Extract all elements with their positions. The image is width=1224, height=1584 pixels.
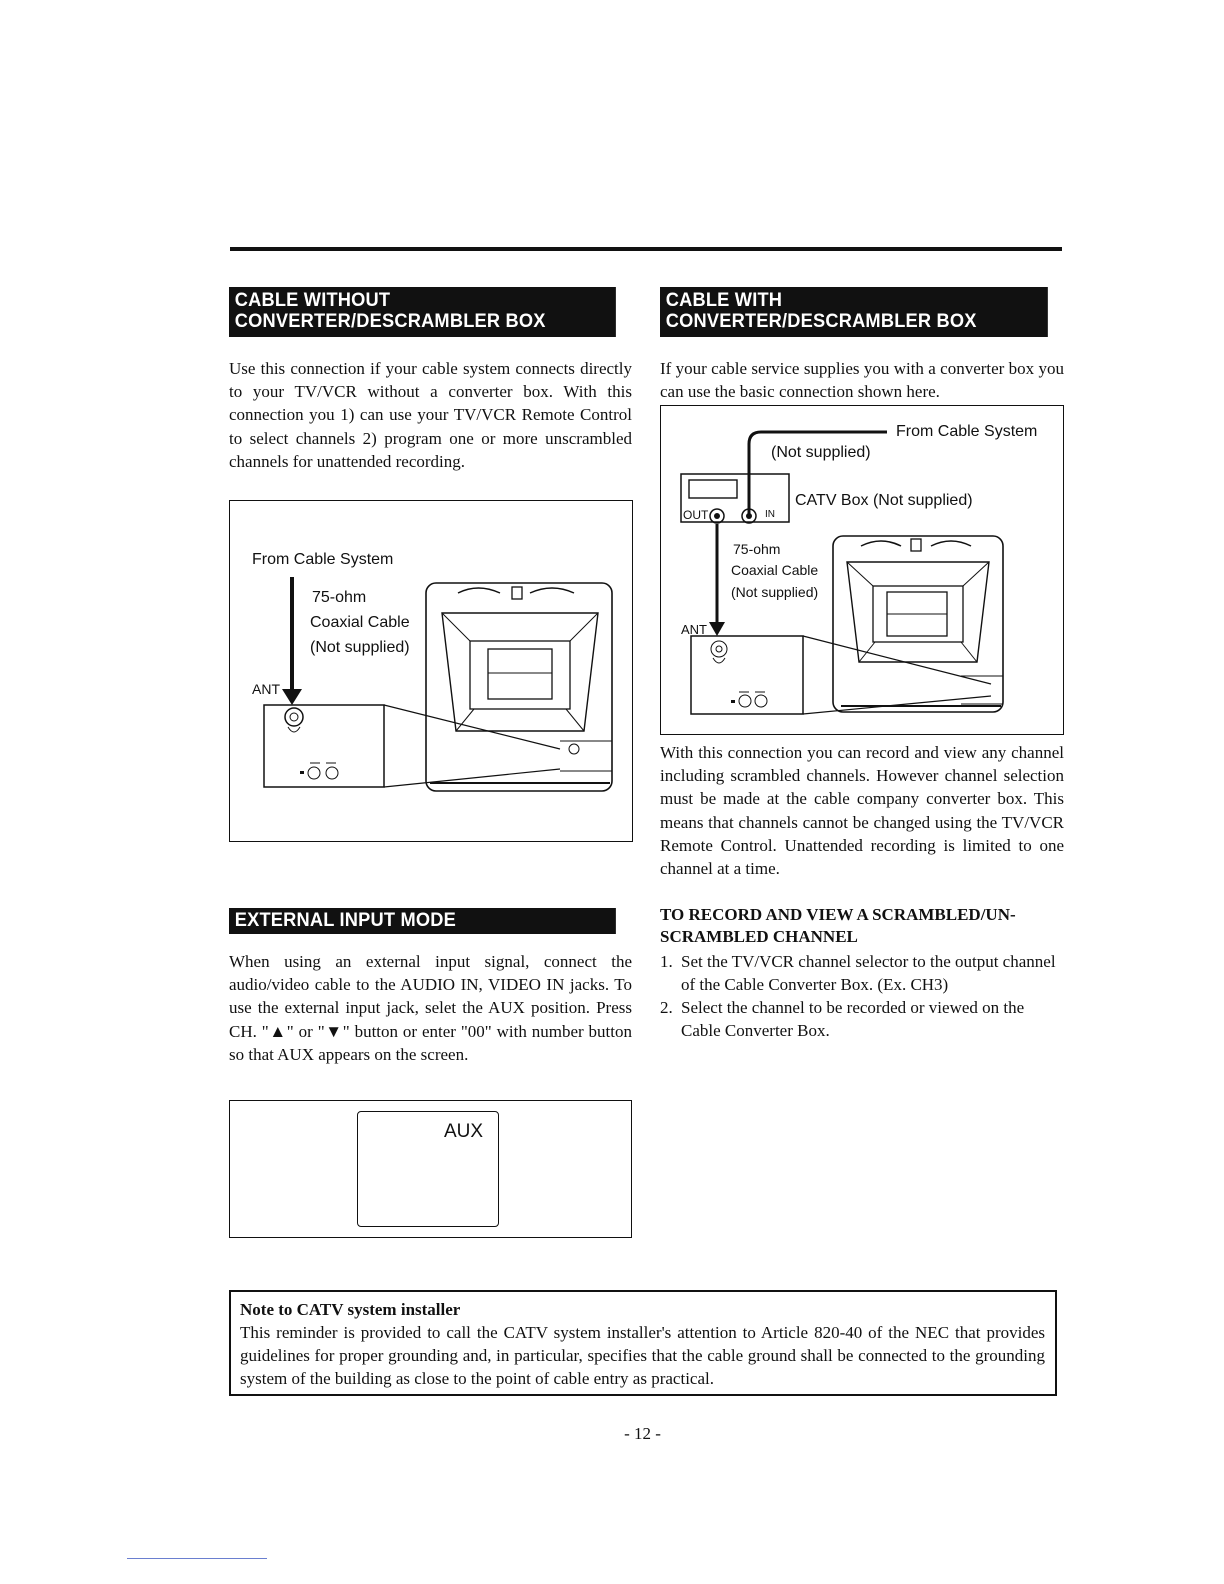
step-number: 2. [660,998,673,1018]
heading-line-2: SCRAMBLED CHANNEL [660,927,858,947]
section-banner-cable-without [229,287,616,337]
banner-line-1: CABLE WITHOUT [234,290,391,311]
cable-with-body: With this connection you can record and view any channel including scrambled channels. However channel selection must be made at the cable company converter box. This means that channels cannot be changed using the TV/VCR Remote Control. Unattended recording is limited to one channel at a time. [660,743,1064,879]
note-title: Note to CATV system installer [240,1300,461,1319]
label-coaxial-cable: Coaxial Cable [310,614,410,631]
step-number: 1. [660,952,673,972]
section-banner-cable-with [660,287,1048,337]
banner-line-2: CONVERTER/DESCRAMBLER BOX [234,311,546,332]
label-catv-box: CATV Box (Not supplied) [795,492,973,509]
external-input-text: When using an external input signal, connect the audio/video cable to the AUDIO IN, VIDEO IN jacks. To use the external input jack, selet the AUX position. Press CH. "▲" or "▼" button or enter "00" with number button so that AUX appears on the screen. [229,952,632,1064]
figure-cable-without-converter [229,500,633,842]
right-body-section [660,741,1064,1042]
cable-without-intro: Use this connection if your cable system connects directly to your TV/VCR without a converter box. With this connection you 1) can use your TV/VCR Remote Control to select channels 2) program one or more unscrambled channels for unattended recording. [229,359,632,471]
record-view-heading [660,904,1064,948]
footer-line [127,1558,267,1559]
heading-line-1: TO RECORD AND VIEW A SCRAMBLED/UN- [660,905,1016,925]
figure-aux-screen [229,1100,632,1238]
catv-installer-note [229,1290,1057,1396]
aux-screen-label: AUX [444,1121,484,1142]
label-in: IN [765,509,775,520]
label-from-cable-system: From Cable System [252,551,394,568]
note-body: This reminder is provided to call the CATV system installer's attention to Article 820-40 of the NEC that provides guidelines for proper grounding and, in particular, specifies that the cable ground shall be connected to the grounding system of the building as close to the point of cable entry as practical. [240,1323,1045,1388]
steps-list [660,950,1064,1042]
label-not-supplied: (Not supplied) [310,639,410,656]
top-rule [230,247,1062,251]
label-coaxial-cable: Coaxial Cable [731,562,819,578]
cable-with-intro: If your cable service supplies you with a converter box you can use the basic connection shown here. [660,359,1064,402]
label-not-supplied: (Not supplied) [731,584,819,600]
label-ant: ANT [681,622,707,637]
right-column [660,287,1064,403]
step-item [660,950,1064,996]
label-75-ohm: 75-ohm [312,589,367,606]
banner-line-2: CONVERTER/DESCRAMBLER BOX [665,311,977,332]
step-text: Select the channel to be recorded or viewed on the Cable Converter Box. [681,998,1025,1041]
label-ant: ANT [252,681,280,697]
figure-cable-with-converter [660,405,1064,735]
external-input-section [229,908,632,1066]
banner-line-1: CABLE WITH [665,290,783,311]
left-column [229,287,632,473]
label-75-ohm: 75-ohm [733,541,781,557]
label-from-cable-system: From Cable System [896,423,1038,440]
label-out: OUT [683,508,709,522]
section-banner-external-input [229,908,616,934]
step-text: Set the TV/VCR channel selector to the output channel of the Cable Converter Box. (Ex. CH3) [681,952,1056,995]
step-item [660,996,1064,1042]
banner-external-label: EXTERNAL INPUT MODE [234,910,456,931]
page-number: - 12 - [624,1424,661,1443]
label-not-supplied-top: (Not supplied) [771,444,871,461]
